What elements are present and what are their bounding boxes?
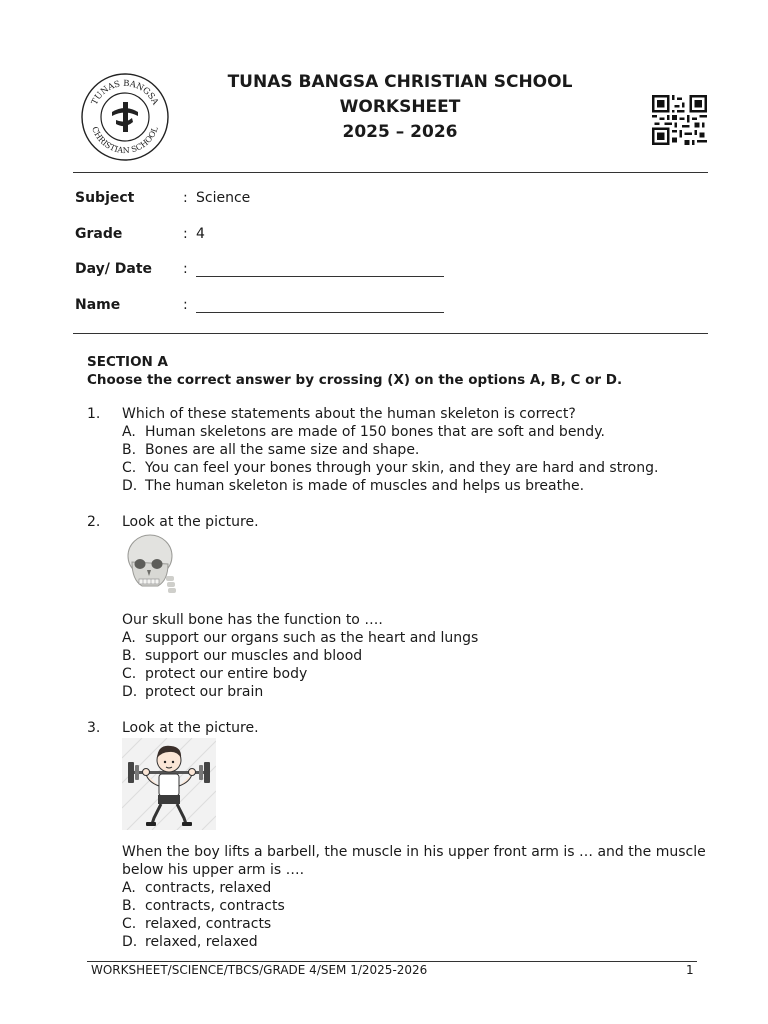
question-text: Which of these statements about the human skeleton is correct? [122, 406, 576, 422]
q2-prompt [122, 611, 712, 629]
option-letter: A. [122, 424, 136, 440]
question-prompt: When the boy lifts a barbell, the muscle in his upper front arm is … and the muscle below his upper arm is …. [122, 844, 706, 878]
option-text: support our muscles and blood [145, 648, 363, 664]
header-divider [73, 172, 708, 173]
q2-option-c[interactable] [122, 665, 712, 683]
question-number: 2. [87, 514, 101, 530]
q2-option-d[interactable] [122, 683, 712, 701]
option-letter: B. [122, 442, 137, 458]
subject-label: Subject [75, 190, 135, 206]
footer-divider [87, 961, 697, 962]
school-logo-icon [80, 72, 170, 162]
academic-year: 2025 – 2026 [342, 122, 458, 142]
name-blank-line[interactable] [196, 312, 444, 313]
question-number: 1. [87, 406, 101, 422]
q1-option-b[interactable] [122, 441, 712, 459]
document-type: WORKSHEET [339, 97, 461, 117]
option-text: contracts, contracts [145, 898, 285, 914]
option-letter: C. [122, 460, 137, 476]
name-field [75, 297, 475, 317]
q3-option-b[interactable] [122, 897, 712, 915]
option-text: protect our entire body [145, 666, 308, 682]
option-text: relaxed, contracts [145, 916, 272, 932]
q1-option-d[interactable] [122, 477, 712, 495]
section-instruction: Choose the correct answer by crossing (X) on the options A, B, C or D. [87, 372, 623, 388]
option-text: The human skeleton is made of muscles and helps us breathe. [145, 478, 585, 494]
q2-option-b[interactable] [122, 647, 712, 665]
option-text: contracts, relaxed [145, 880, 272, 896]
q3-option-a[interactable] [122, 879, 712, 897]
option-text: Human skeletons are made of 150 bones that are soft and bendy. [145, 424, 605, 440]
name-colon: : [183, 297, 188, 313]
question-number: 3. [87, 720, 101, 736]
skull-image [122, 532, 184, 596]
question-prompt: Our skull bone has the function to …. [122, 612, 383, 628]
option-letter: D. [122, 934, 138, 950]
date-field [75, 261, 475, 281]
q3-option-c[interactable] [122, 915, 712, 933]
grade-label: Grade [75, 226, 123, 242]
grade-colon: : [183, 226, 188, 242]
name-label: Name [75, 297, 121, 313]
logo-bottom-text: CHRISTIAN SCHOOL [90, 125, 160, 156]
option-letter: C. [122, 916, 137, 932]
option-text: relaxed, relaxed [145, 934, 258, 950]
page-number: 1 [686, 963, 694, 977]
option-letter: A. [122, 630, 136, 646]
question-text: Look at the picture. [122, 514, 259, 530]
option-text: Bones are all the same size and shape. [145, 442, 420, 458]
school-header [180, 70, 620, 145]
school-name: TUNAS BANGSA CHRISTIAN SCHOOL [227, 72, 573, 92]
date-colon: : [183, 261, 188, 277]
option-text: protect our brain [145, 684, 264, 700]
qr-code-icon [652, 95, 707, 145]
date-blank-line[interactable] [196, 276, 444, 277]
grade-field [75, 226, 475, 246]
weightlifting-boy-image [122, 738, 216, 830]
option-letter: B. [122, 648, 137, 664]
q2-option-a[interactable] [122, 629, 712, 647]
section-header [87, 353, 707, 389]
q1-option-a[interactable] [122, 423, 712, 441]
subject-colon: : [183, 190, 188, 206]
q1-option-c[interactable] [122, 459, 712, 477]
section-title: SECTION A [87, 354, 169, 370]
logo-top-text: TUNAS BANGSA [89, 78, 161, 107]
option-letter: D. [122, 478, 138, 494]
option-text: You can feel your bones through your skin, and they are hard and strong. [145, 460, 659, 476]
q3-option-d[interactable] [122, 933, 712, 951]
footer-text: WORKSHEET/SCIENCE/TBCS/GRADE 4/SEM 1/2025-2026 [91, 963, 428, 977]
subject-field [75, 190, 475, 210]
info-divider [73, 333, 708, 334]
option-letter: B. [122, 898, 137, 914]
option-letter: C. [122, 666, 137, 682]
q3-prompt [122, 843, 707, 879]
option-text: support our organs such as the heart and lungs [145, 630, 479, 646]
option-letter: D. [122, 684, 138, 700]
date-label: Day/ Date [75, 261, 153, 277]
question-text: Look at the picture. [122, 720, 259, 736]
grade-value: 4 [196, 226, 205, 242]
subject-value: Science [196, 190, 251, 206]
option-letter: A. [122, 880, 136, 896]
